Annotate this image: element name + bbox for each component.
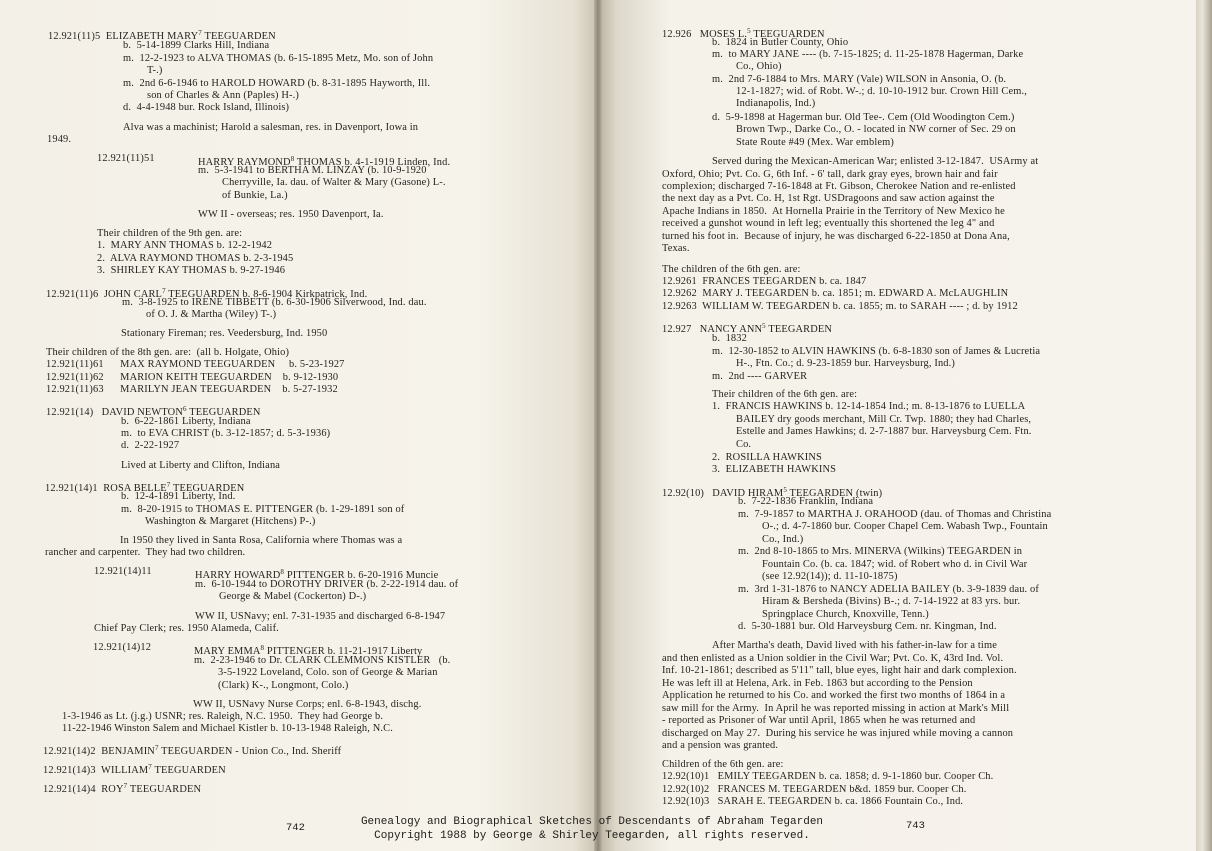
text-line: 12.9261 FRANCES TEEGARDEN b. ca. 1847 [662,276,867,287]
text-line: 3. SHIRLEY KAY THOMAS b. 9-27-1946 [97,265,286,276]
text-line: m. 8-20-1915 to THOMAS E. PITTENGER (b. 1-29-1891 son of [121,504,405,515]
text-line: Children of the 6th gen. are: [662,759,784,770]
text-line: 12.921(11)63 MARILYN JEAN TEEGUARDEN b. 5-27-1932 [46,384,338,395]
text-line: rancher and carpenter. They had two children. [45,547,246,558]
text-line: In 1950 they lived in Santa Rosa, California where Thomas was a [120,535,403,546]
text-line: Apache Indians in 1850. At Hornella Prairie in the Territory of New Mexico he [662,206,1005,217]
text-line: b. 1832 [712,333,747,344]
text-line: discharged on May 27. During his service he was injured while moving a cannon [662,728,1014,739]
text-line: m. 12-2-1923 to ALVA THOMAS (b. 6-15-1895 Metz, Mo. son of John [123,53,434,64]
text-line: 2. ROSILLA HAWKINS [712,452,822,463]
text-line: Springplace Church, Knoxville, Tenn.) [762,609,929,620]
text-line: He was left ill at Helena, Ark. in Feb. 1863 but according to the Pension [662,678,973,689]
text-line: 2. ALVA RAYMOND THOMAS b. 2-3-1945 [97,253,294,264]
entry-line: 12.927 NANCY ANN$^5$ TEEGARDEN [662,322,833,335]
text-line: The children of the 6th gen. are: [662,264,801,275]
text-line: Lived at Liberty and Clifton, Indiana [121,460,281,471]
text-line: m. 12-30-1852 to ALVIN HAWKINS (b. 6-8-1830 son of James & Lucretia [712,346,1041,357]
entry-line: 12.921(14)11 [94,566,152,577]
text-line: m. 3rd 1-31-1876 to NANCY ADELIA BAILEY (b. 3-9-1839 dau. of [738,584,1040,595]
text-line: Their children of the 6th gen. are: [712,389,858,400]
text-line: Stationary Fireman; res. Veedersburg, Ind. 1950 [121,328,328,339]
text-line: the next day as a Pvt. Co. H, 1st Rgt. USDragoons and saw action against the [662,193,995,204]
text-line: (Clark) K-., Longmont, Colo.) [218,680,349,691]
entry-line: 12.92(10) DAVID HIRAM$^5$ TEEGARDEN (twin) [662,486,883,499]
text-line: H-., Ftn. Co.; d. 9-23-1859 bur. Harveysburg, Ind.) [736,358,956,369]
text-line: WW II - overseas; res. 1950 Davenport, Ia. [198,209,384,220]
text-line: d. 5-9-1898 at Hagerman bur. Old Tee-. Cem (Old Woodington Cem.) [712,112,1015,123]
left-page [0,0,598,851]
text-line: Oxford, Ohio; Pvt. Co. G, 6th Inf. - 6' tall, dark gray eyes, brown hair and fair [662,169,998,180]
text-line: 12.921(11)61 MAX RAYMOND TEEGUARDEN b. 5-23-1927 [46,359,345,370]
text-line: complexion; discharged 7-16-1848 at Ft. Gibson, Cherokee Nation and re-enlisted [662,181,1016,192]
page-edges [1196,0,1212,851]
text-line: and a pension was granted. [662,740,779,751]
text-line: son of Charles & Ann (Paples) H-.) [147,90,299,101]
entry-line: 12.921(11)5 ELIZABETH MARY$^7$ TEEGUARDEN [48,29,276,42]
text-line: Chief Pay Clerk; res. 1950 Alameda, Calif. [94,623,279,634]
text-line: 1. FRANCIS HAWKINS b. 12-14-1854 Ind.; m. 8-13-1876 to LUELLA [712,401,1026,412]
entry-line: 12.921(14)3 WILLIAM$^7$ TEEGUARDEN [43,763,226,776]
text-line: 12.9263 WILLIAM W. TEEGARDEN b. ca. 1855; m. to SARAH ---- ; d. by 1912 [662,301,1018,312]
text-line: Co., Ind.) [762,534,804,545]
text-line: m. 2nd 7-6-1884 to Mrs. MARY (Vale) WILSON in Ansonia, O. (b. [712,74,1007,85]
text-line: m. 7-9-1857 to MARTHA J. ORAHOOD (dau. of Thomas and Christina [738,509,1052,520]
text-line: Estelle and James Hawkins; d. 2-7-1887 bur. Harveysburg Cem. Ftn. [736,426,1032,437]
text-line: Co. [736,439,752,450]
text-line: Cherryville, Ia. dau. of Walter & Mary (Gasone) L-. [222,177,446,188]
text-line: Texas. [662,243,690,254]
footer-title: Genealogy and Biographical Sketches of Descendants of Abraham Tegarden [360,816,824,828]
book-gutter [594,0,602,851]
text-line: Inf. 10-21-1861; described as 5'11" tall, blue eyes, light hair and dark complexion. [662,665,1017,676]
text-line: WW II, USNavy; enl. 7-31-1935 and discharged 6-8-1947 [195,611,446,622]
text-line: b. 5-14-1899 Clarks Hill, Indiana [123,40,270,51]
text-line: of Bunkie, La.) [222,190,288,201]
text-line: Their children of the 8th gen. are: (all b. Holgate, Ohio) [46,347,290,358]
entry-line: MARY EMMA$^8$ PITTENGER b. 11-21-1917 Liberty [194,644,423,657]
right-page [598,0,1196,851]
text-line: 12.92(10)1 EMILY TEEGARDEN b. ca. 1858; d. 9-1-1860 bur. Cooper Ch. [662,771,994,782]
text-line: State Route #49 (Mex. War emblem) [736,137,895,148]
text-line: m. to EVA CHRIST (b. 3-12-1857; d. 5-3-1936) [121,428,331,439]
text-line: m. to MARY JANE ---- (b. 7-15-1825; d. 11-25-1878 Hagerman, Darke [712,49,1024,60]
text-line: 11-22-1946 Winston Salem and Michael Kistler b. 10-13-1948 Raleigh, N.C. [62,723,394,734]
entry-line: 12.921(14)2 BENJAMIN$^7$ TEEGUARDEN - Union Co., Ind. Sheriff [43,744,342,757]
entry-line: 12.921(14)1 ROSA BELLE$^7$ TEEGUARDEN [45,481,245,494]
entry-line: HARRY RAYMOND$^8$ THOMAS b. 4-1-1919 Linden, Ind. [198,155,451,168]
text-line: b. 6-22-1861 Liberty, Indiana [121,416,251,427]
text-line: Their children of the 9th gen. are: [97,228,243,239]
text-line: m. 2nd ---- GARVER [712,371,808,382]
page-number-right: 743 [906,820,925,832]
text-line: 12.92(10)3 SARAH E. TEEGARDEN b. ca. 1866 Fountain Co., Ind. [662,796,964,807]
text-line: received a gunshot wound in left leg; eventually this shortened the leg 4" and [662,218,995,229]
text-line: Alva was a machinist; Harold a salesman, res. in Davenport, Iowa in [123,122,419,133]
text-line: d. 4-4-1948 bur. Rock Island, Illinois) [123,102,290,113]
entry-line: 12.921(14)4 ROY$^7$ TEEGUARDEN [43,782,202,795]
text-line: 3. ELIZABETH HAWKINS [712,464,837,475]
text-line: 12.92(10)2 FRANCES M. TEEGARDEN b&d. 1859 bur. Cooper Ch. [662,784,967,795]
text-line: Application he returned to his Co. and worked the first two months of 1864 in a [662,690,1006,701]
text-line: Brown Twp., Darke Co., O. - located in NW corner of Sec. 29 on [736,124,1016,135]
text-line: WW II, USNavy Nurse Corps; enl. 6-8-1943, dischg. [193,699,422,710]
entry-line: 12.921(14)12 [93,642,152,653]
text-line: O-.; d. 4-7-1860 bur. Cooper Chapel Cem. Wabash Twp., Fountain [762,521,1048,532]
text-line: m. 6-10-1944 to DOROTHY DRIVER (b. 2-22-1914 dau. of [195,579,459,590]
text-line: 1949. [47,134,72,145]
text-line: BAILEY dry goods merchant, Mill Cr. Twp. 1880; they had Charles, [736,414,1032,425]
text-line: 12-1-1827; wid. of Robt. W-.; d. 10-10-1912 bur. Crown Hill Cem., [736,86,1027,97]
text-line: b. 1824 in Butler County, Ohio [712,37,849,48]
text-line: Hiram & Bersheda (Bivins) B-.; d. 7-14-1922 at 83 yrs. bur. [762,596,1021,607]
footer-copyright: Copyright 1988 by George & Shirley Teegarden, all rights reserved. [374,830,810,842]
page-number-left: 742 [286,822,305,834]
text-line: - reported as Prisoner of War until April, 1865 when he was returned and [662,715,976,726]
entry-line: 12.921(11)6 JOHN CARL$^7$ TEEGUARDEN b. 8-6-1904 Kirkpatrick, Ind. [46,287,368,300]
text-line: m. 3-8-1925 to IRENE TIBBETT (b. 6-30-1906 Silverwood, Ind. dau. [122,297,427,308]
text-line: and then enlisted as a Union soldier in the Civil War; Pvt. Co. K, 43rd Ind. Vol. [662,653,1004,664]
text-line: b. 7-22-1836 Franklin, Indiana [738,496,874,507]
entry-line: 12.921(14) DAVID NEWTON$^6$ TEEGUARDEN [46,405,261,418]
text-line: 12.9262 MARY J. TEEGARDEN b. ca. 1851; m. EDWARD A. McLAUGHLIN [662,288,1009,299]
text-line: b. 12-4-1891 Liberty, Ind. [121,491,236,502]
text-line: Indianapolis, Ind.) [736,98,816,109]
entry-line: 12.926 MOSES L.$^5$ TEEGUARDEN [662,27,825,40]
text-line: 1-3-1946 as Lt. (j.g.) USNR; res. Raleigh, N.C. 1950. They had George b. [62,711,384,722]
text-line: m. 2-23-1946 to Dr. CLARK CLEMMONS KISTLER (b. [194,655,451,666]
text-line: 3-5-1922 Loveland, Colo. son of George & Marian [218,667,438,678]
text-line: T-.) [147,65,163,76]
text-line: d. 2-22-1927 [121,440,180,451]
text-line: 12.921(11)62 MARION KEITH TEEGUARDEN b. 9-12-1930 [46,372,339,383]
text-line: d. 5-30-1881 bur. Old Harveysburg Cem. nr. Kingman, Ind. [738,621,997,632]
text-line: 1. MARY ANN THOMAS b. 12-2-1942 [97,240,273,251]
text-line: Co., Ohio) [736,61,782,72]
footer [312,815,872,843]
entry-line: 12.921(11)51 [97,153,155,164]
text-line: m. 2nd 6-6-1946 to HAROLD HOWARD (b. 8-31-1895 Hayworth, Ill. [123,78,431,89]
text-line: Washington & Margaret (Hitchens) P-.) [145,516,316,527]
text-line: m. 2nd 8-10-1865 to Mrs. MINERVA (Wilkins) TEEGARDEN in [738,546,1023,557]
text-line: m. 5-3-1941 to BERTHA M. LINZAY (b. 10-9-1920 [198,165,427,176]
entry-line: HARRY HOWARD$^8$ PITTENGER b. 6-20-1916 Muncie [195,568,439,581]
text-line: (see 12.92(14)); d. 11-10-1875) [762,571,898,582]
text-line: turned his foot in. Because of injury, he was discharged 6-22-1850 at Dona Ana, [662,231,1010,242]
text-line: Served during the Mexican-American War; enlisted 3-12-1847. USArmy at [712,156,1039,167]
text-line: George & Mabel (Cockerton) D-.) [219,591,367,602]
text-line: saw mill for the Army. In April he was reported missing in action at Mark's Mill [662,703,1010,714]
text-line: Fountain Co. (b. ca. 1847; wid. of Robert who d. in Civil War [762,559,1028,570]
text-line: After Martha's death, David lived with his father-in-law for a time [712,640,997,651]
text-line: of O. J. & Martha (Wiley) T-.) [146,309,277,320]
